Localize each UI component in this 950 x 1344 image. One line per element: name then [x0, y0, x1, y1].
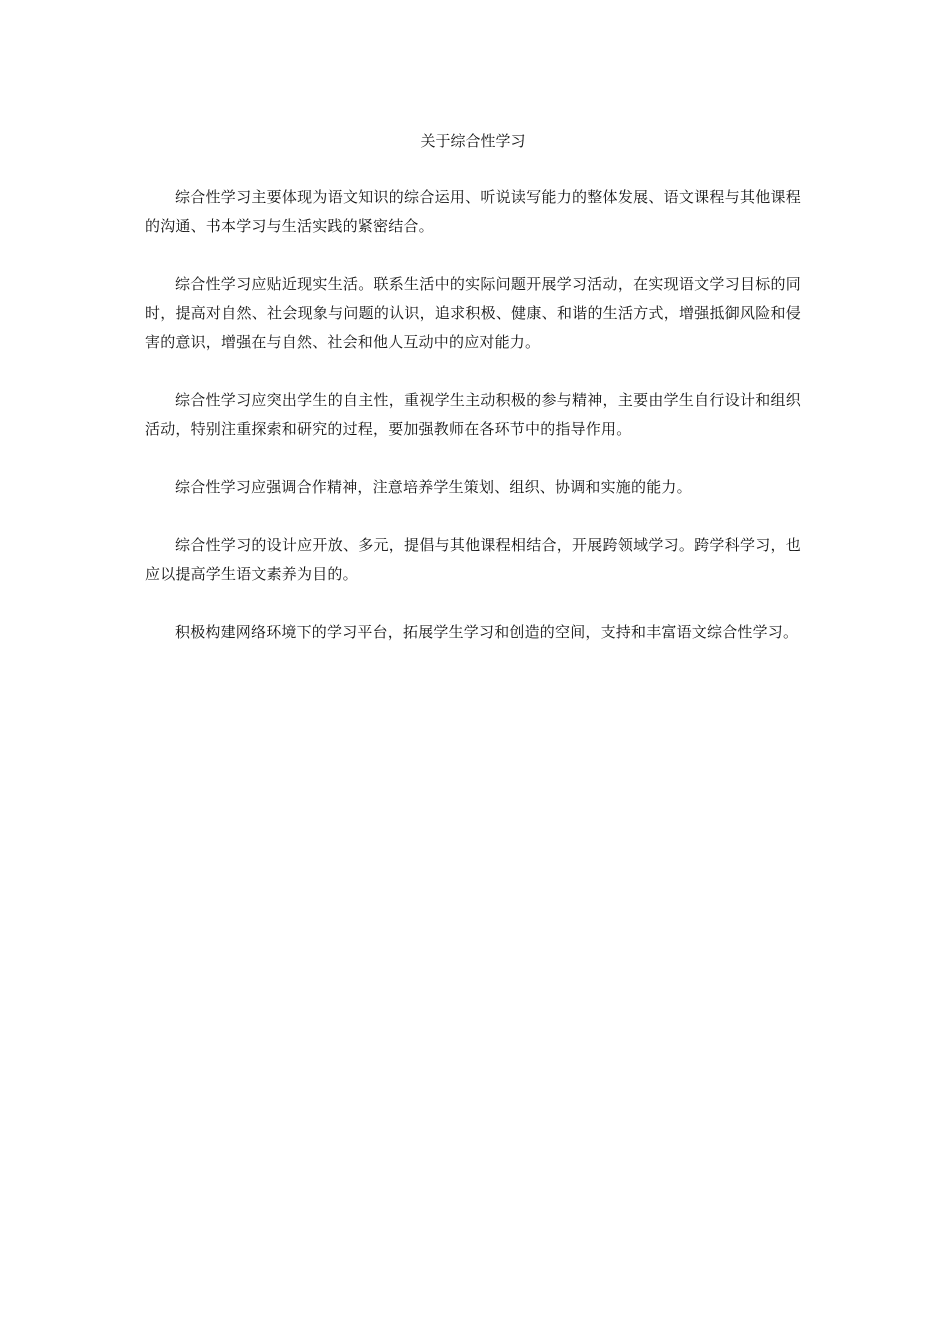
paragraph-3: 综合性学习应突出学生的自主性，重视学生主动积极的参与精神，主要由学生自行设计和组织活动，特别注重探索和研究的过程，要加强教师在各环节中的指导作用。	[145, 391, 801, 438]
paragraph-2: 综合性学习应贴近现实生活。联系生活中的实际问题开展学习活动，在实现语文学习目标的同时，提高对自然、社会现象与问题的认识，追求积极、健康、和谐的生活方式，增强抵御风险和侵害的意识，增强在与自然、社会和他人互动中的应对能力。	[145, 275, 801, 351]
paragraph-1: 综合性学习主要体现为语文知识的综合运用、听说读写能力的整体发展、语文课程与其他课程的沟通、书本学习与生活实践的紧密结合。	[145, 188, 801, 235]
document-title: 关于综合性学习	[420, 132, 526, 150]
document-page	[145, 126, 801, 676]
paragraph-4: 综合性学习应强调合作精神，注意培养学生策划、组织、协调和实施的能力。	[175, 478, 692, 496]
paragraph-6: 积极构建网络环境下的学习平台，拓展学生学习和创造的空间，支持和丰富语文综合性学习。	[175, 623, 799, 641]
paragraph-5: 综合性学习的设计应开放、多元，提倡与其他课程相结合，开展跨领域学习。跨学科学习，也应以提高学生语文素养为目的。	[145, 536, 801, 583]
